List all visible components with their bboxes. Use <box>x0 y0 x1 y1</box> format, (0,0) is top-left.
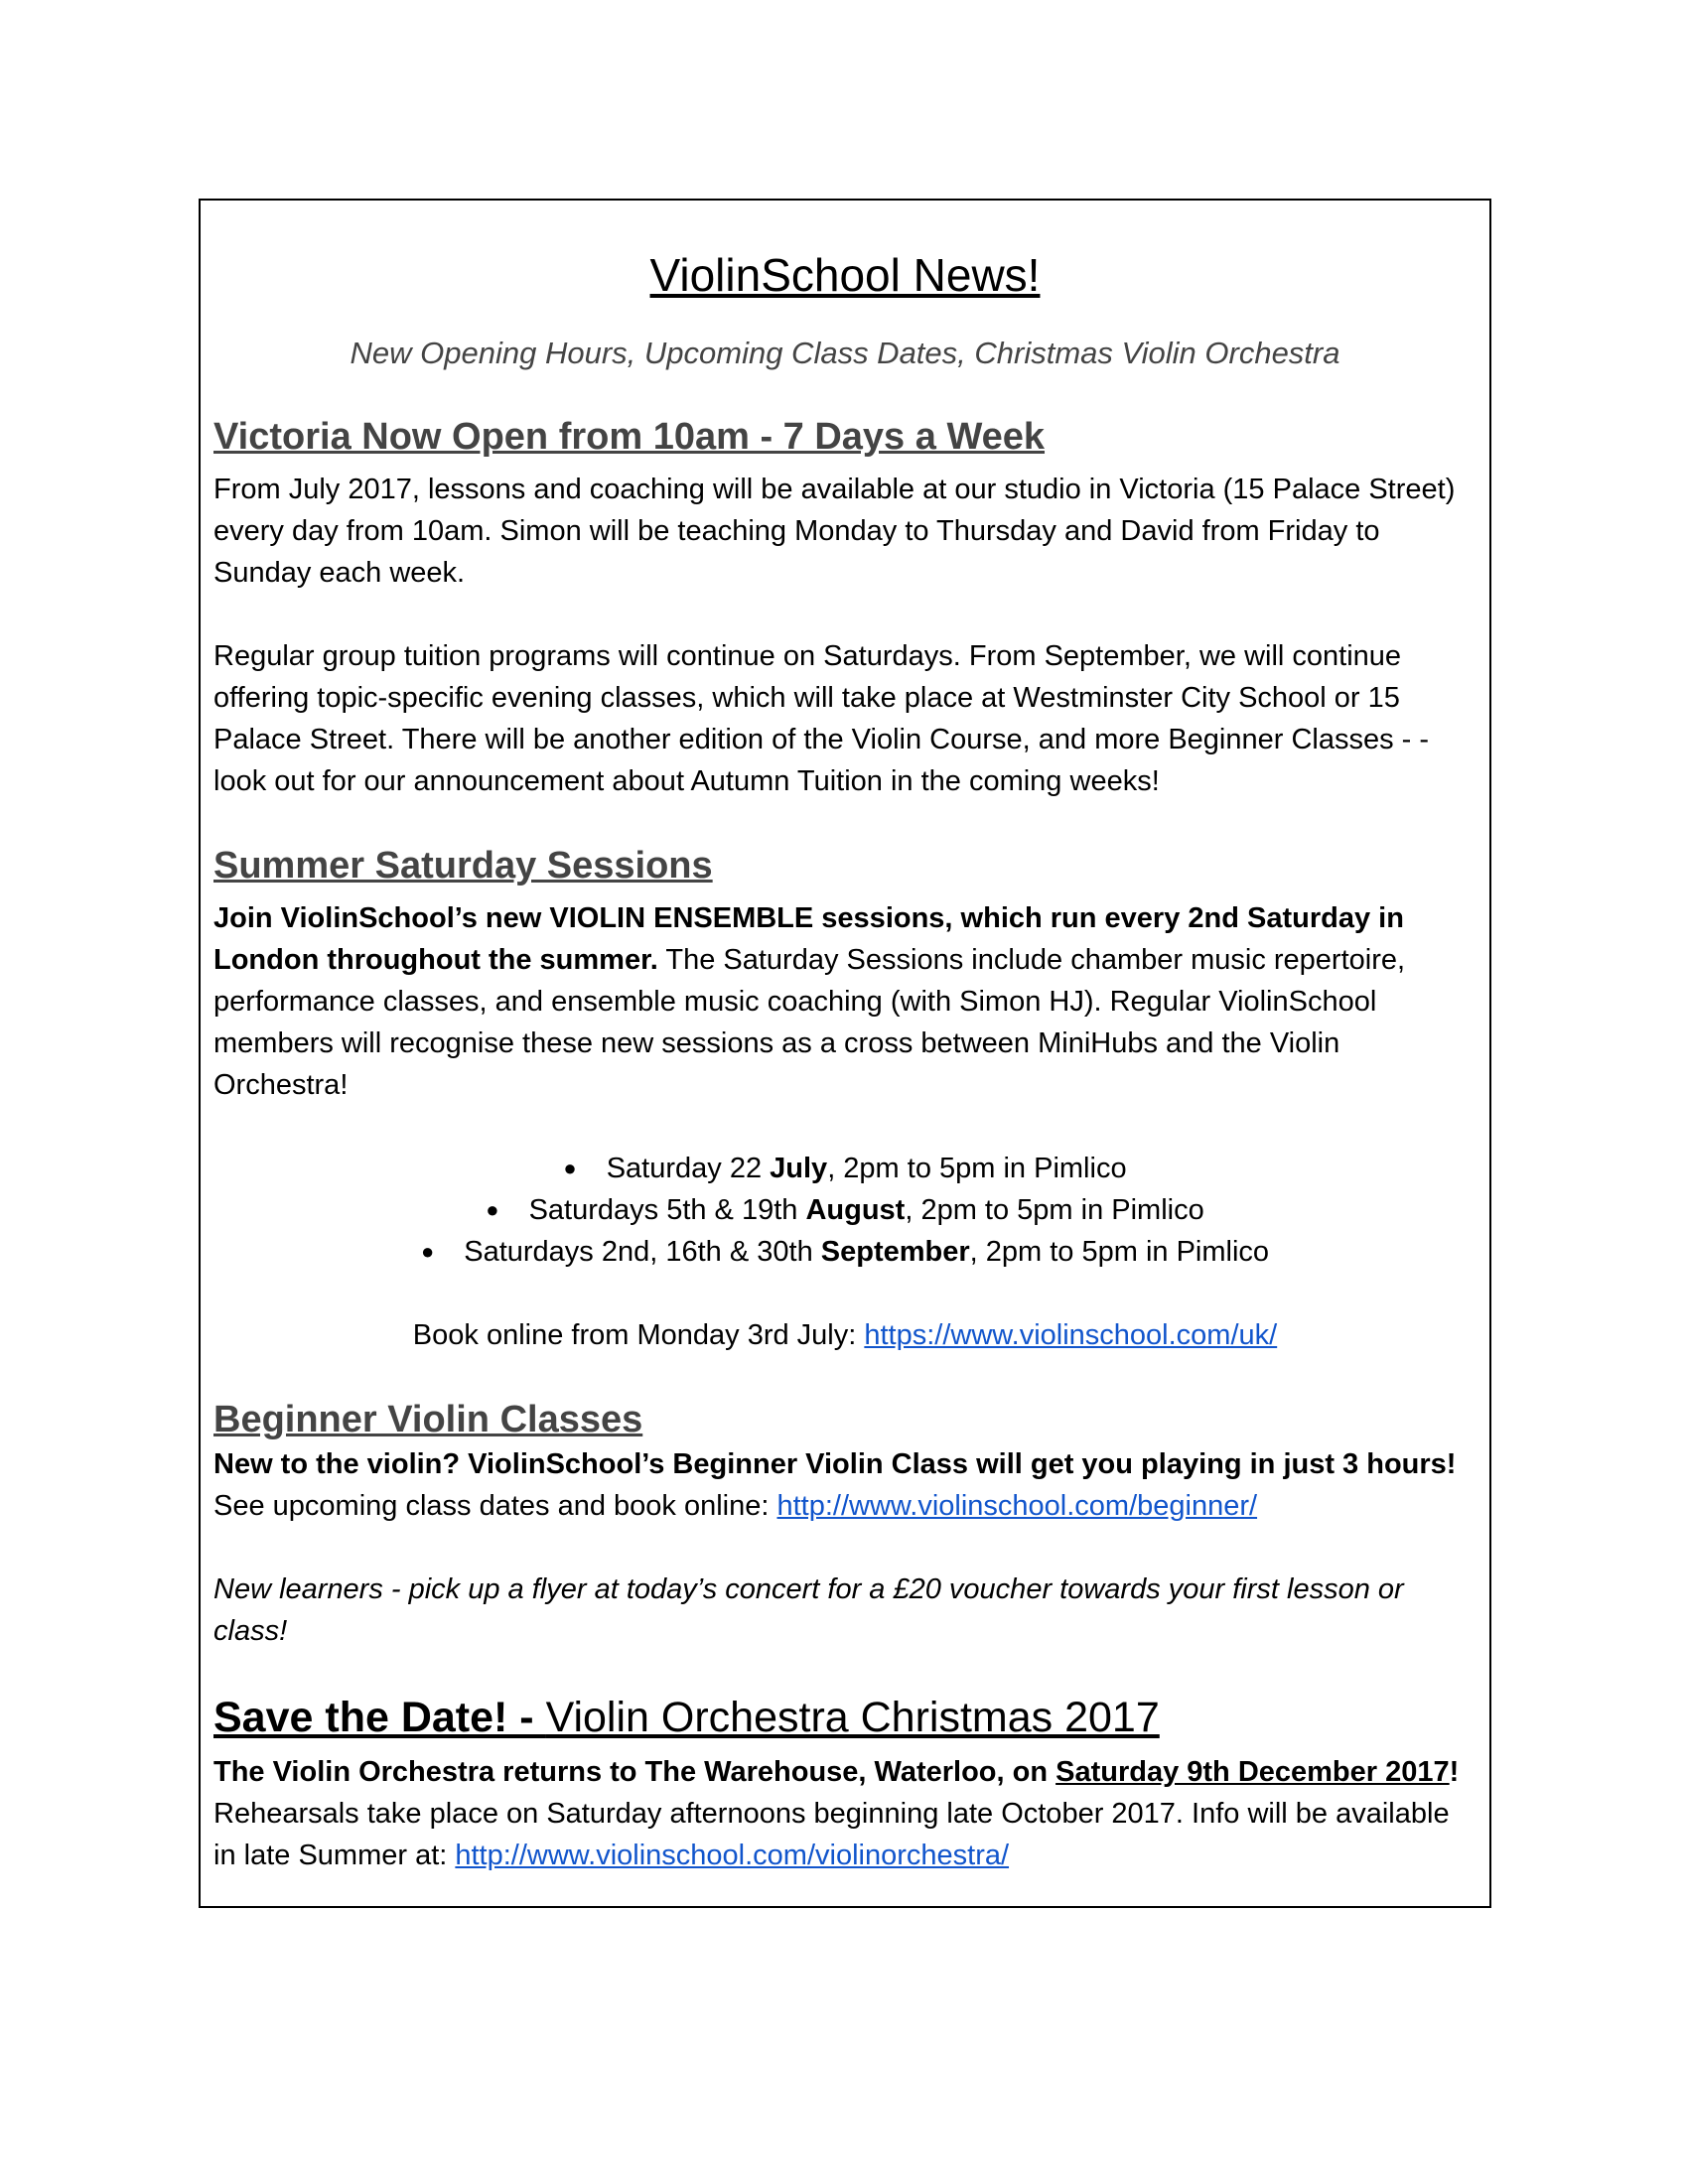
rehearsal-text: Rehearsals take place on Saturday afternoons beginning late October 2017. Info will be available in late Summer at: <box>213 1798 1450 1871</box>
section-heading-beginner: Beginner Violin Classes <box>213 1399 643 1440</box>
session-time: , 2pm to 5pm in Pimlico <box>827 1153 1127 1184</box>
beginner-see-line <box>213 1485 1477 1527</box>
beginner-link[interactable]: http://www.violinschool.com/beginner/ <box>776 1490 1258 1522</box>
list-item <box>213 1148 1477 1189</box>
uk-booking-link[interactable]: https://www.violinschool.com/uk/ <box>864 1319 1278 1351</box>
summer-intro <box>213 897 1477 1106</box>
christmas-exclaim: ! <box>1449 1756 1460 1788</box>
session-time: , 2pm to 5pm in Pimlico <box>969 1236 1270 1268</box>
session-time: , 2pm to 5pm in Pimlico <box>905 1194 1204 1226</box>
summer-intro-bold: Join ViolinSchool’s new VIOLIN ENSEMBLE sessions, which run every 2nd Saturday in London throughout the summer. <box>213 902 1404 976</box>
page-subtitle: New Opening Hours, Upcoming Class Dates, Christmas Violin Orchestra <box>350 336 1340 370</box>
christmas-title: Violin Orchestra Christmas 2017 <box>545 1694 1160 1741</box>
session-date-text: Saturdays 5th & 19th <box>528 1194 806 1226</box>
bullet-icon: ● <box>420 1239 435 1264</box>
book-online-line <box>213 1314 1477 1356</box>
session-dates-list <box>213 1148 1477 1273</box>
section-heading-victoria: Victoria Now Open from 10am - 7 Days a Week <box>213 416 1046 458</box>
list-item <box>213 1231 1477 1273</box>
beginner-intro <box>213 1443 1477 1485</box>
list-item <box>213 1189 1477 1231</box>
newsletter-content <box>213 201 1477 1876</box>
bullet-icon: ● <box>563 1156 577 1180</box>
page-title: ViolinSchool News! <box>649 249 1041 301</box>
christmas-announcement <box>213 1751 1477 1793</box>
victoria-paragraph-2: Regular group tuition programs will continue on Saturdays. From September, we will continue offering topic-specific evening classes, which will take place at Westminster City School or 15 Palace Street. There will be another edition of the Violin Course, and more Beginner Classes - - look out for our announcement about Autumn Tuition in the coming weeks! <box>213 640 1430 797</box>
beginner-bold-line: New to the violin? ViolinSchool’s Beginner Violin Class will get you playing in just 3 hours! <box>213 1448 1457 1480</box>
christmas-date: Saturday 9th December 2017 <box>1055 1756 1450 1788</box>
voucher-note <box>213 1569 1477 1652</box>
summer-intro-rest: The Saturday Sessions include chamber music repertoire, performance classes, and ensemble music coaching (with Simon HJ). Regular ViolinSchool members will recognise these new sessions as a cross between MiniHubs and the Violin Orchestra! <box>213 944 1406 1101</box>
violin-orchestra-link[interactable]: http://www.violinschool.com/violinorchestra/ <box>455 1840 1010 1871</box>
session-month: July <box>770 1153 828 1184</box>
beginner-see-text: See upcoming class dates and book online: <box>213 1490 777 1522</box>
session-month: September <box>820 1236 970 1268</box>
section-heading-christmas <box>213 1692 1477 1743</box>
bullet-icon: ● <box>486 1197 499 1222</box>
session-month: August <box>805 1194 906 1226</box>
newsletter-box <box>199 199 1491 1908</box>
session-date-text: Saturday 22 <box>606 1153 771 1184</box>
book-online-text: Book online from Monday 3rd July: <box>412 1319 865 1351</box>
session-date-text: Saturdays 2nd, 16th & 30th <box>464 1236 821 1268</box>
rehearsal-info <box>213 1793 1477 1876</box>
victoria-paragraph-1: From July 2017, lessons and coaching will be available at our studio in Victoria (15 Palace Street) every day from 10am. Simon will be teaching Monday to Thursday and David from Friday to Sunday each week. <box>213 474 1456 589</box>
voucher-note-text: New learners - pick up a flyer at today’s concert for a £20 voucher towards your first lesson or class! <box>213 1573 1404 1647</box>
section-heading-summer: Summer Saturday Sessions <box>213 845 713 887</box>
save-the-date-label: Save the Date! - <box>213 1694 546 1741</box>
christmas-bold-text: The Violin Orchestra returns to The Warehouse, Waterloo, on <box>213 1756 1056 1788</box>
